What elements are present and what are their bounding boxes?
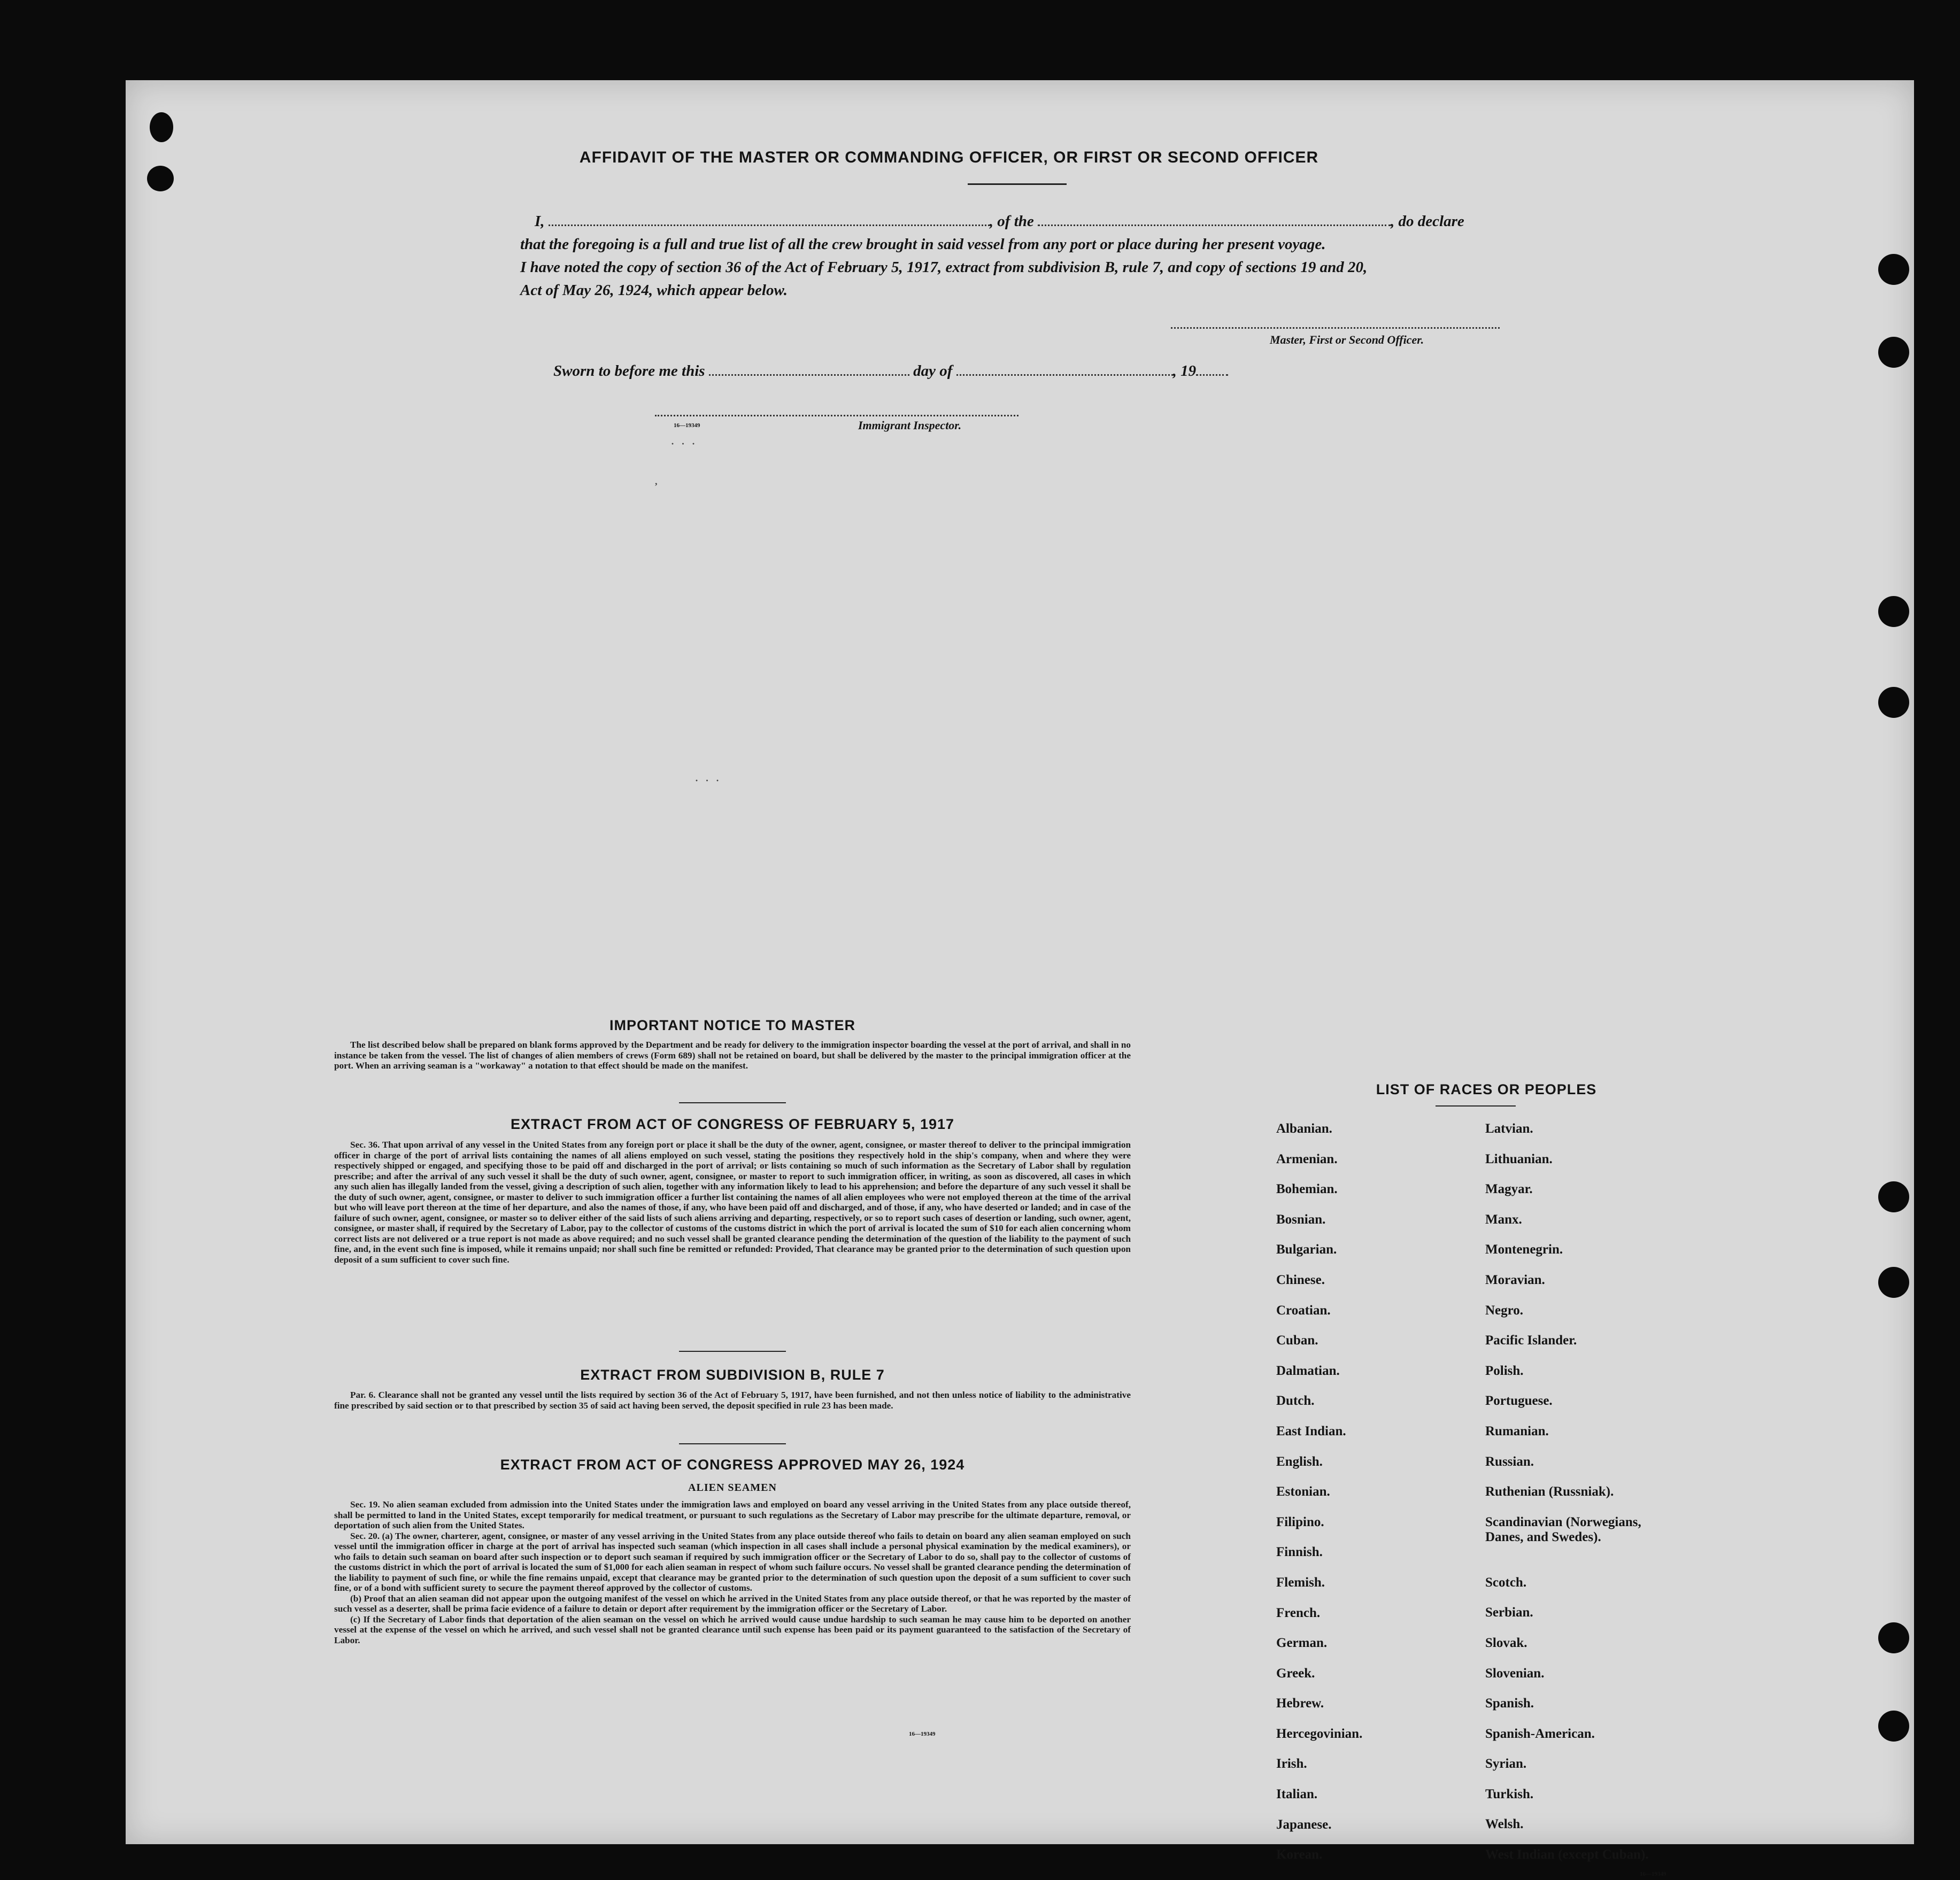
i-label: I, (535, 213, 545, 230)
section-divider (679, 1351, 786, 1352)
race-item: Irish. (1276, 1757, 1307, 1771)
race-item: Greek. (1276, 1666, 1315, 1681)
binder-hole (1878, 1181, 1909, 1212)
extract-1917-title: EXTRACT FROM ACT OF CONGRESS OF FEBRUARY 5, 1917 (510, 1116, 955, 1132)
smudge-mark: · · · (695, 775, 720, 786)
smudge-mark: · · · (671, 438, 696, 449)
binder-hole (1878, 1267, 1909, 1298)
binder-hole (1878, 596, 1909, 627)
of-the-label: , of the (989, 213, 1034, 230)
race-item: Manx. (1485, 1212, 1522, 1227)
race-item: Latvian. (1485, 1121, 1533, 1136)
notice-text (334, 1040, 1131, 1071)
extract-1917-text (334, 1140, 1131, 1265)
race-item: Korean. (1276, 1847, 1323, 1862)
race-item: Moravian. (1485, 1272, 1545, 1287)
race-item: Rumanian. (1485, 1423, 1549, 1438)
race-item: Scotch. (1485, 1575, 1527, 1590)
binder-hole (1878, 1622, 1909, 1653)
races-title-underline (1436, 1105, 1516, 1107)
race-item: Magyar. (1485, 1182, 1533, 1197)
race-item: Portuguese. (1485, 1394, 1553, 1409)
sec-20a-paragraph: Sec. 20. (a) The owner, charterer, agent, consignee, or master of any vessel arriving in the United States from any place outside thereof who fails to detain on board any alien seaman employed on such vessel until the immigration officer in charge at the port of arrival has inspected such seaman (which inspection in all cases shall include a personal physical examination by the medical examiners), or who fails to detain such seaman on board after such inspection or to deport such seaman if required by such immigration officer or the Secretary of Labor to do so, shall pay to the collector of customs of the customs district in which the port of arrival is located the sum of $1,000 for each alien seaman in respect of whom such failure occurs. No vessel shall be granted clearance pending the determination of the liability to payment of such fine, or while the fine remains unpaid, except that clearance may be granted prior to the determination of such question upon the deposit of a sum sufficient to cover such fine, or of a bond with sufficient surety to secure the payment thereof approved by the collector of customs. (334, 1530, 1131, 1593)
races-right-column (1485, 1121, 1649, 1878)
race-item: Turkish. (1485, 1786, 1534, 1801)
race-item: Hebrew. (1276, 1696, 1324, 1711)
race-item: Italian. (1276, 1787, 1318, 1802)
race-item: German. (1276, 1636, 1328, 1651)
race-item: Pacific Islander. (1485, 1333, 1577, 1348)
sworn-month-field[interactable] (956, 362, 1173, 376)
day-of-label: day of (913, 362, 953, 380)
race-item: Bosnian. (1276, 1212, 1326, 1227)
race-item: Bohemian. (1276, 1182, 1338, 1197)
race-item: Flemish. (1276, 1575, 1325, 1590)
race-item: Cuban. (1276, 1333, 1318, 1348)
binder-hole (1878, 687, 1909, 718)
races-title: LIST OF RACES OR PEOPLES (1376, 1081, 1597, 1097)
form-number-top: 16—19349 (674, 422, 700, 429)
race-item-line: Danes, and Swedes). (1485, 1529, 1601, 1544)
inspector-signature-field[interactable] (655, 403, 1018, 416)
notice-title: IMPORTANT NOTICE TO MASTER (609, 1017, 855, 1033)
sec-19-paragraph: Sec. 19. No alien seaman excluded from admission into the United States under the immigration laws and employed on board any vessel arriving in the United States from any place outside thereof, shall be permitted to land in the United States, except temporarily for medical treatment, or pursuant to such regulations as the Secretary of Labor may prescribe for the ultimate departure, removal, or deportation of such alien from the United States. (334, 1499, 1131, 1530)
notice-paragraph: The list described below shall be prepared on blank forms approved by the Department and be ready for delivery to the immigration inspector boarding the vessel at the port of arrival, and shall in no instance be taken from the vessel. The list of changes of alien members of crews (Form 689) shall not be retained on board, but shall be delivered by the master to the principal immigration officer at the port. When an arriving seaman is a "workaway" a notation to that effect should be made on the manifest. (334, 1040, 1131, 1071)
do-declare-label: , do declare (1391, 213, 1464, 230)
section-divider (679, 1102, 786, 1103)
sec-20b-paragraph: (b) Proof that an alien seaman did not appear upon the outgoing manifest of the vessel on which he arrived in the United States from any place outside thereof, or that he was reported by the master of such vessel as a deserter, shall be prima facie evidence of a failure to detain or deport after requirement by the immigration officer or the Secretary of Labor. (334, 1593, 1131, 1614)
year-label: , 19 (1172, 362, 1197, 380)
race-item: Filipino. (1276, 1514, 1324, 1529)
race-item: Armenian. (1276, 1151, 1338, 1166)
extract-1924-title: EXTRACT FROM ACT OF CONGRESS APPROVED MAY 26, 1924 (500, 1457, 965, 1473)
race-item: Lithuanian. (1485, 1151, 1553, 1166)
title-underline (968, 183, 1067, 185)
alien-seamen-subtitle: ALIEN SEAMEN (688, 1482, 777, 1494)
sworn-day-field[interactable] (709, 362, 909, 376)
race-item: Estonian. (1276, 1484, 1330, 1499)
par-6-paragraph: Par. 6. Clearance shall not be granted any vessel until the lists required by section 36 of the Act of February 5, 1917, have been furnished, and not then unless notice of liability to the administrative fine prescribed by said section or to that prescribed by section 35 of said act having been served, the deposit specified in rule 23 has been made. (334, 1390, 1131, 1411)
binder-hole (147, 166, 174, 191)
name-field[interactable] (549, 213, 990, 226)
sworn-label: Sworn to before me this (553, 362, 705, 380)
race-item: Polish. (1485, 1363, 1524, 1378)
signature-field[interactable] (1171, 315, 1500, 329)
race-item: East Indian. (1276, 1423, 1346, 1438)
race-item: Slovak. (1485, 1635, 1527, 1650)
extract-rule7-title: EXTRACT FROM SUBDIVISION B, RULE 7 (580, 1367, 885, 1383)
section-divider (679, 1443, 786, 1444)
affidavit-body-line-2: I have noted the copy of section 36 of the Act of February 5, 1917, extract from subdivision B, rule 7, and copy of sections 19 and 20, (520, 259, 1368, 276)
race-item: Dalmatian. (1276, 1363, 1340, 1378)
inspector-caption: Immigrant Inspector. (858, 419, 962, 432)
affidavit-title: AFFIDAVIT OF THE MASTER OR COMMANDING OFFICER, OR FIRST OR SECOND OFFICER (579, 149, 1319, 166)
document-page (126, 80, 1914, 1877)
smudge-mark: , (655, 476, 658, 486)
affidavit-fill-line (535, 213, 1657, 230)
race-item: Syrian. (1485, 1757, 1527, 1771)
race-item: Spanish-American. (1485, 1726, 1595, 1741)
race-item: West Indian (except Cuban). (1485, 1847, 1649, 1862)
affidavit-body-line-1: that the foregoing is a full and true list of all the crew brought in said vessel from any port or place during her present voyage. (520, 236, 1326, 253)
signature-caption: Master, First or Second Officer. (1270, 333, 1424, 346)
race-item: Japanese. (1276, 1817, 1332, 1832)
race-item: Russian. (1485, 1454, 1534, 1469)
affidavit-body-line-3: Act of May 26, 1924, which appear below. (520, 282, 788, 299)
races-left-column (1276, 1121, 1362, 1878)
race-item: Ruthenian (Russniak). (1485, 1484, 1614, 1499)
binder-hole (1878, 1711, 1909, 1742)
race-item: French. (1276, 1605, 1321, 1620)
vessel-field[interactable] (1038, 213, 1391, 226)
race-item: Spanish. (1485, 1696, 1534, 1711)
race-item (1485, 1515, 1649, 1575)
binder-hole (1878, 337, 1909, 368)
sec-20c-paragraph: (c) If the Secretary of Labor finds that deportation of the alien seaman on the vessel on which he arrived would cause undue hardship to such seaman he may cause him to be deported on another vessel at the expense of the vessel on which he arrived, and such vessel shall not be granted clearance until such expense has been paid or its payment guaranteed to the satisfaction of the Secretary of Labor. (334, 1614, 1131, 1645)
race-item-line: Scandinavian (Norwegians, (1485, 1514, 1641, 1529)
race-item: Albanian. (1276, 1121, 1332, 1136)
race-item: Welsh. (1485, 1817, 1524, 1832)
race-item: Finnish. (1276, 1545, 1323, 1560)
race-item: Montenegrin. (1485, 1242, 1563, 1257)
race-item: English. (1276, 1454, 1323, 1469)
binder-hole (1878, 254, 1909, 285)
sec-36-paragraph: Sec. 36. That upon arrival of any vessel in the United States from any foreign port or place it shall be the duty of the owner, agent, consignee, or master thereof to deliver to the principal immigration officer in charge of the port of arrival lists containing the names of all aliens employed on such vessel, stating the positions they respectively hold in the ship's company, when and where they were respectively shipped or engaged, and specifying those to be paid off and discharged in the port of arrival; or lists containing so much of such information as the Secretary of Labor shall by regulation prescribe; and after the arrival of any such vessel it shall be the duty of such owner, agent, consignee, or master to report to such immigration officer, in writing, as soon as discovered, all cases in which any such alien has illegally landed from the vessel, giving a description of such alien, together with any information likely to lead to his apprehension; and before the departure of any such vessel it shall be the duty of such owner, agent, consignee, or master to deliver to such immigration officer a further list containing the names of all alien employees who were not employed thereon at the time of the arrival but who will leave port thereon at the time of her departure, and also the names of those, if any, who have been paid off and discharged, and of those, if any, who have deserted or landed; and in case of the failure of such owner, agent, consignee, or master so to deliver either of the said lists of such aliens arriving and departing, respectively, or so to report such cases of desertion or landing, such owner, agent, consignee, or master shall, if required by the Secretary of Labor, pay to the collector of customs of the customs district in which the port of arrival is located the sum of $10 for each alien concerning whom correct lists are not delivered or a true report is not made as above required; and no such vessel shall be granted clearance pending the determination of the question of the liability to the payment of such fine, and, in the event such fine is imposed, while it remains unpaid; nor shall such fine be remitted or refunded: Provided, That clearance may be granted prior to the determination of such question upon deposit of a sum sufficient to cover such fine. (334, 1140, 1131, 1265)
race-item: Bulgarian. (1276, 1242, 1337, 1257)
race-item: Serbian. (1485, 1605, 1533, 1620)
race-item: Slovenian. (1485, 1666, 1545, 1681)
race-item: Croatian. (1276, 1303, 1331, 1318)
binder-hole (150, 112, 173, 142)
form-number-bottom: 16—19349 (909, 1731, 936, 1737)
race-item: Negro. (1485, 1303, 1524, 1318)
race-item: Dutch. (1276, 1394, 1315, 1409)
extract-1924-text (334, 1499, 1131, 1645)
form-number-races: 16—19349 (1640, 1871, 1666, 1877)
sworn-year-field[interactable] (1196, 362, 1228, 376)
sworn-line (553, 362, 1355, 380)
race-item: Chinese. (1276, 1272, 1325, 1287)
race-item: Hercegovinian. (1276, 1726, 1363, 1741)
extract-rule7-text (334, 1390, 1131, 1411)
